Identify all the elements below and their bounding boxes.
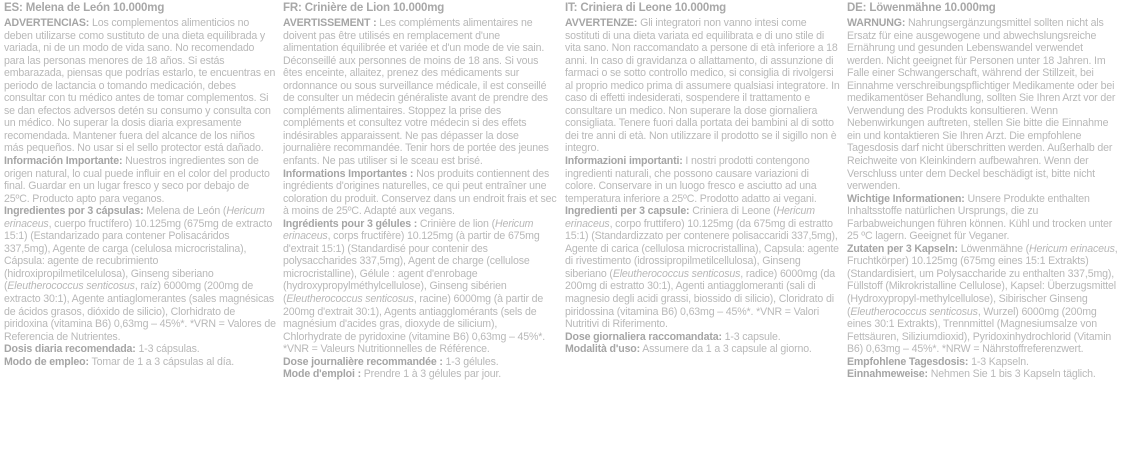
warning-paragraph bbox=[847, 17, 1122, 193]
dose-text: 1-3 Kapseln. bbox=[968, 355, 1029, 368]
info-text: I nostri prodotti contengono ingredienti naturali, che possono causare variazioni di colore. Conservare in un luogo fresco e asciutto ad una temperatura inferiore a 25ºC. Prodotto adatto ai vegani. bbox=[565, 155, 817, 205]
info-paragraph bbox=[283, 168, 558, 218]
ingredients-heading: Ingredientes por 3 cápsulas: bbox=[4, 205, 144, 218]
ingredients-heading: Ingredienti per 3 capsule: bbox=[565, 205, 690, 218]
latin-name: Hericum erinaceus bbox=[1028, 242, 1115, 255]
ingredients-text: Löwenmähne ( bbox=[957, 242, 1029, 255]
info-paragraph bbox=[847, 193, 1122, 243]
ingredients-text: , raíz) 6000mg (200mg de extracto 30:1), Agente antiaglomerantes (sales magnésicas de ácidos grasos, dióxido de silicio), Clorhidrato de piridoxina (vitamina B6) 0,63mg – 45%*. *VRN = Valores de Referencia de Nutrientes. bbox=[4, 280, 276, 343]
latin-name: Hericum erinaceus bbox=[565, 205, 815, 230]
column-title: ES: Melena de León 10.000mg bbox=[4, 2, 165, 14]
column-de bbox=[847, 1, 1122, 463]
warning-paragraph bbox=[4, 17, 276, 155]
warning-paragraph bbox=[283, 17, 558, 168]
usage-text: Prendre 1 à 3 gélules par jour. bbox=[360, 368, 502, 381]
usage-text: Assumere da 1 a 3 capsule al giorno. bbox=[640, 343, 812, 356]
usage-text: Tomar de 1 a 3 cápsulas al día. bbox=[88, 355, 235, 368]
usage-paragraph bbox=[565, 343, 840, 356]
ingredients-text: , Fruchtkörper) 10.125mg (675mg eines 15:1 Extrakts) (Standardisiert, um Polysaccharide zu enthalten 337,5mg), Füllstoff (Mikrokristalline Cellulose), Kapsel: Überzugsmittel (Hydroxypropyl-methylcellulose), Sibirischer Ginseng ( bbox=[847, 242, 1118, 318]
ingredients-text: , radice) 6000mg (da 200mg di estratto 30:1), Agenti antiagglomeranti (sali di magnesio degli acidi grassi, biossido di silicio), Cloridrato di piridossina (vitamina B6) 0,63mg – 45%*. *VNR = Valori Nutritivi di Riferimento. bbox=[565, 267, 835, 331]
usage-heading: Modalità d'uso: bbox=[565, 343, 641, 356]
dose-text: 1-3 capsule. bbox=[721, 330, 781, 343]
info-heading: Informations Importantes : bbox=[283, 167, 414, 180]
ingredients-heading: Zutaten per 3 Kapseln: bbox=[847, 242, 958, 255]
column-title: FR: Crinière de Lion 10.000mg bbox=[283, 2, 445, 14]
info-heading: Informazioni importanti: bbox=[565, 155, 683, 168]
usage-heading: Mode d'emploi : bbox=[283, 368, 361, 381]
dose-paragraph bbox=[4, 343, 276, 356]
latin-name: Eleutherococcus senticosus bbox=[612, 267, 741, 280]
dose-heading: Dosis diaria recomendada: bbox=[4, 343, 136, 356]
info-heading: Información Importante: bbox=[4, 155, 123, 168]
usage-heading: Modo de empleo: bbox=[4, 355, 89, 368]
warning-text: Gli integratori non vanno intesi come sostituti di una dieta variata ed equilibrata e di uno stile di vita sano. Non raccomandato a persone di età inferiore a 18 anni. In caso di gravidanza o allattamento, di assunzione di farmaci o se sotto controllo medico, si consiglia di rivolgersi al proprio medico prima di assumere qualsiasi integratore. In caso di effetti indesiderati, sospendere il trattamento e consultare un medico. Non superare la dose giornaliera consigliata. Tenere fuori dalla portata dei bambini al di sotto dei tre anni di età. Non utilizzare il prodotto se il sigillo non è integro. bbox=[565, 17, 840, 155]
usage-paragraph bbox=[283, 368, 558, 381]
info-paragraph bbox=[565, 155, 840, 205]
ingredients-text: , Wurzel) 6000mg (200mg eines 30:1 Extrakts), Trennmittel (Magnesiumsalze von Fettsäuren, Siliziumdioxid), Pyridoxinhydrochlorid (Vitamin B6) 0,63mg – 45%*. *NRW = Nährstoffreferenzwert. bbox=[847, 305, 1112, 356]
ingredients-text: , corpo fruttifero) 10.125mg (da 675mg di estratto 15:1) (Standardizzato per contenere polisaccaridi 337,5mg), Agente di carica (cellulosa microcristallina), Capsula: agente di rivestimento (idrossipropilmetilcellulosa), Ginseng siberiano ( bbox=[565, 217, 839, 280]
ingredients-paragraph bbox=[4, 205, 276, 343]
ingredients-heading: Ingrédients pour 3 gélules : bbox=[283, 217, 418, 230]
usage-paragraph bbox=[4, 356, 276, 369]
column-title: DE: Löwenmähne 10.000mg bbox=[847, 2, 996, 14]
info-paragraph bbox=[4, 155, 276, 205]
warning-text: Los complementos alimenticios no deben utilizarse como sustituto de una dieta equilibrada y variada, ni de un modo de vida sano. No recomendado para las personas menores de 18 años. Si estás embarazada, piensas que podrías estarlo, te encuentras en periodo de lactancia o tomando medicación, debes consultar con tu médico antes de tomar complementos. Si se dan efectos adversos detén su consumo y consulta con un médico. No superar la dosis diaria expresamente recomendada. Mantener fuera del alcance de los niños más pequeños. No usar si el sello protector está dañado. bbox=[4, 17, 276, 155]
warning-paragraph bbox=[565, 17, 840, 155]
ingredients-paragraph bbox=[565, 205, 840, 330]
column-it bbox=[565, 1, 840, 463]
info-text: Nos produits contiennent des ingrédients d'origines naturelles, ce qui peut entraîner une coloration du produit. Conservez dans un endroit frais et sec à moins de 25ºC. Adapté aux vegans. bbox=[283, 167, 557, 218]
latin-name: Hericum erinaceus bbox=[4, 205, 265, 230]
usage-heading: Einnahmeweise: bbox=[847, 368, 928, 381]
ingredients-text: , corps fructifère) 10.125mg (à partir de 675mg d'extrait 15:1) (Standardisé pour contenir des polysaccharides 337,5mg), Agent de charge (cellulose microcristalline), Gélule : agent d'enrobage (hydroxypropylméthylcellulose), Ginseng sibérien ( bbox=[283, 230, 540, 306]
usage-paragraph bbox=[847, 368, 1122, 381]
dose-heading: Dose giornaliera raccomandata: bbox=[565, 330, 722, 343]
dose-heading: Empfohlene Tagesdosis: bbox=[847, 355, 969, 368]
warning-text: Les compléments alimentaires ne doivent pas être utilisés en remplacement d'une alimentation équilibrée et variée et d'un mode de vie sain. Déconseillé aux personnes de moins de 18 ans. Si vous êtes enceinte, allaitez, prenez des médicaments sur ordonnance ou sous surveillance médicale, il est conseillé de consulter un médecin généraliste avant de prendre des compléments alimentaires. Stoppez la prise des compléments et consultez votre médecin si des effets indésirables apparaissent. Ne pas dépasser la dose journalière recommandée. Tenir hors de portée des jeunes enfants. Ne pas utiliser si le sceau est brisé. bbox=[283, 17, 549, 168]
column-title: IT: Criniera di Leone 10.000mg bbox=[565, 2, 727, 14]
ingredients-text: Melena de León ( bbox=[143, 205, 227, 218]
ingredients-paragraph bbox=[847, 243, 1122, 356]
ingredients-text: , cuerpo fructífero) 10.125mg (675mg de extracto 15:1) (Estandarizado para contener Polisacáridos 337,5mg), Agente de carga (celulosa microcristalina), Cápsula: agente de recubrimiento (hidroxipropilmetilcelulosa), Ginseng siberiano ( bbox=[4, 217, 273, 293]
warning-heading: AVVERTENZE: bbox=[565, 17, 638, 29]
dose-paragraph bbox=[283, 356, 558, 369]
warning-heading: WARNUNG: bbox=[847, 17, 906, 29]
dose-text: 1-3 gélules. bbox=[442, 355, 499, 368]
column-es bbox=[4, 1, 276, 463]
ingredients-text: Criniera di Leone ( bbox=[689, 205, 777, 218]
ingredients-text: , racine) 6000mg (à partir de 200mg d'extrait 30:1), Agents antiagglomérants (sels de magnésium d'acides gras, dioxyde de silicium), Chlorhydrate de pyridoxine (vitamine B6) 0,63mg – 45%*. *VNR = Valeurs Nutritionnelles de Référence. bbox=[283, 293, 546, 356]
usage-text: Nehmen Sie 1 bis 3 Kapseln täglich. bbox=[927, 368, 1096, 381]
ingredients-paragraph bbox=[283, 218, 558, 356]
ingredients-text: Crinière de lion ( bbox=[417, 217, 495, 230]
warning-heading: ADVERTENCIAS: bbox=[4, 17, 90, 29]
latin-name: Eleutherococcus senticosus bbox=[7, 280, 135, 293]
dose-paragraph bbox=[847, 356, 1122, 369]
column-fr bbox=[283, 1, 558, 463]
warning-text: Nahrungsergänzungsmittel sollten nicht als Ersatz für eine ausgewogene und abwechslungsreiche Ernährung und gesunden Lebenswandel verwendet werden. Nicht geeignet für Personen unter 18 Jahren. Im Falle einer Schwangerschaft, während der Stillzeit, bei Einnahme verschreibungspflichtiger Medikamente oder bei medikamentöser Behandlung, sollten Sie Ihren Arzt vor der Verwendung des Produkts konsultieren. Wenn Nebenwirkungen auftreten, stellen Sie bitte die Einnahme ein und kontaktieren Sie Ihren Arzt. Die empfohlene Tagesdosis darf nicht überschritten werden. Außerhalb der Reichweite von Kleinkindern aufbewahren. Wenn der Verschluss unter dem Deckel beschädigt ist, bitte nicht verwenden. bbox=[847, 17, 1116, 193]
dose-paragraph bbox=[565, 331, 840, 344]
dose-heading: Dose journalière recommandée : bbox=[283, 355, 443, 368]
info-heading: Wichtige Informationen: bbox=[847, 192, 965, 205]
latin-name: Eleutherococcus senticosus bbox=[850, 305, 978, 318]
info-text: Nuestros ingredientes son de origen natural, lo cual puede influir en el color del producto final. Guardar en un lugar fresco y seco por debajo de 25ºC. Producto apto para veganos. bbox=[4, 155, 270, 205]
latin-name: Hericum erinaceus bbox=[283, 217, 534, 243]
latin-name: Eleutherococcus senticosus bbox=[286, 293, 414, 306]
warning-heading: AVERTISSEMENT : bbox=[283, 17, 377, 29]
info-text: Unsere Produkte enthalten Inhaltsstoffe natürlichen Ursprungs, die zu Farbabweichungen führen können. Kühl und trocken unter 25 ºC lagern. Geeignet für Veganer. bbox=[847, 192, 1113, 243]
dose-text: 1-3 cápsulas. bbox=[135, 343, 200, 356]
